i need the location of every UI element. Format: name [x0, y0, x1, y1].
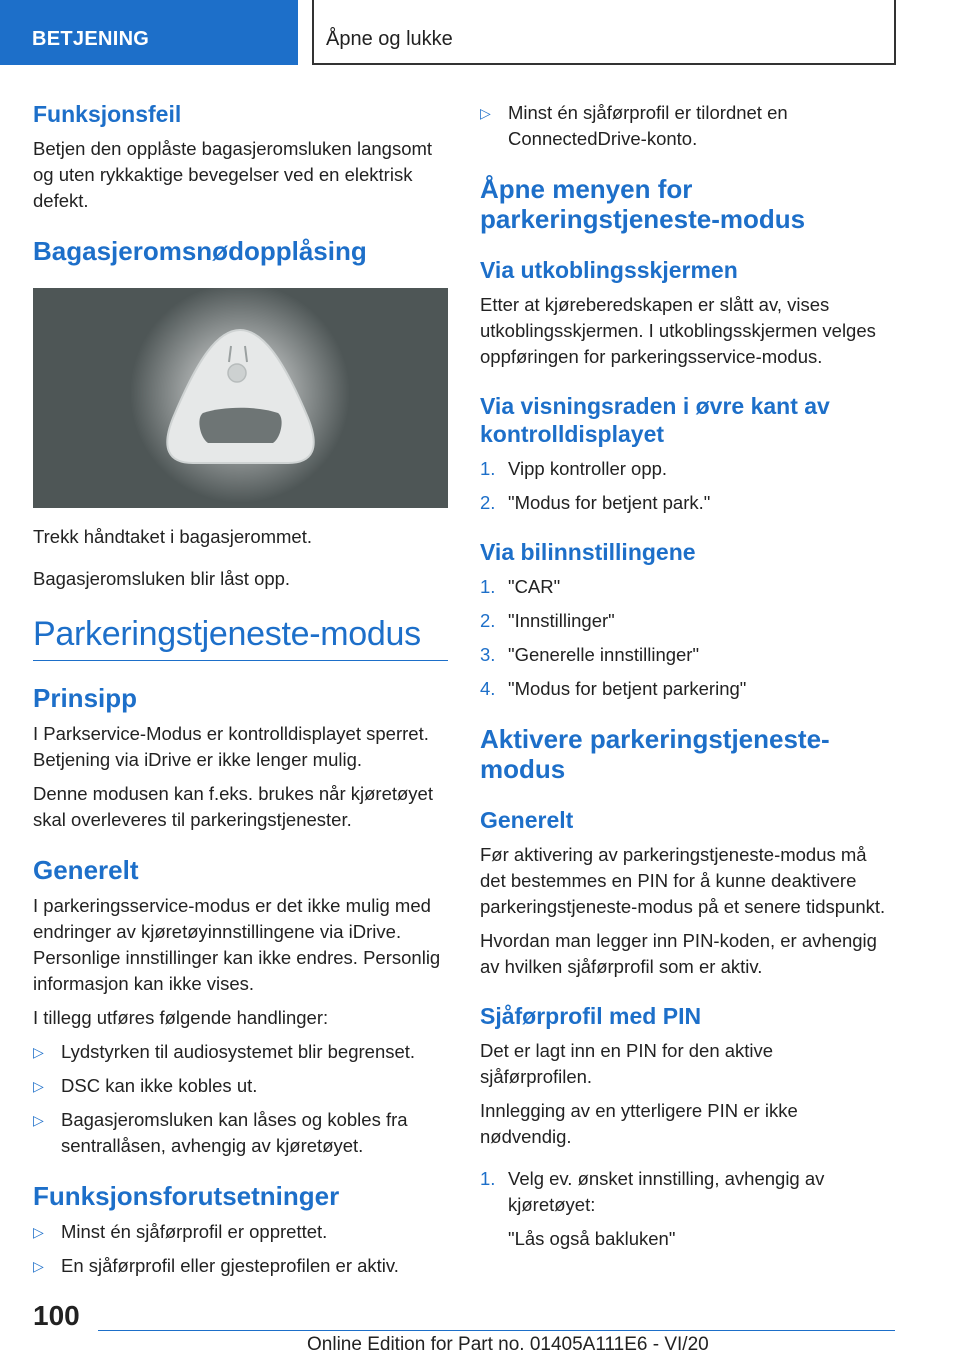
- heading-prinsipp: Prinsipp: [33, 683, 138, 713]
- paragraph-funksjonsfeil: Betjen den opplåste bagasjeromsluken langsomt og uten rykkaktige bevegelser ved en elektrisk defekt.: [33, 138, 433, 211]
- paragraph-generelt-1: I parkeringsservice-modus er det ikke mulig med endringer av kjøretøyinnstillingene via iDrive. Personlige innstillinger kan ikke endres. Personlig informasjon kan ikke vises.: [33, 895, 441, 994]
- heading-nodopplasing: Bagasjeromsnødopplåsing: [33, 236, 367, 266]
- list-item: 1. "CAR": [480, 576, 561, 597]
- header-section-tab: [0, 0, 298, 65]
- triangle-bullet-icon: ▷: [33, 1044, 44, 1060]
- paragraph-generelt-right-2: Hvordan man legger inn PIN-koden, er avhengig av hvilken sjåførprofil som er aktiv.: [480, 930, 877, 977]
- list-item: ▷ Minst én sjåførprofil er tilordnet en ConnectedDrive-konto.: [480, 102, 788, 149]
- trunk-handle-figure: [33, 288, 448, 508]
- trunk-handle-illustration: [33, 288, 448, 508]
- list-item: 2. "Modus for betjent park.": [480, 492, 711, 513]
- list-item: ▷ DSC kan ikke kobles ut.: [33, 1073, 448, 1099]
- heading-funksjonsfeil: Funksjonsfeil: [33, 101, 182, 127]
- list-item: ▷ En sjåførprofil eller gjesteprofilen er aktiv.: [33, 1253, 448, 1279]
- heading-via-utkoblingsskjermen: Via utkoblingsskjermen: [480, 257, 738, 283]
- paragraph-pin-2: Innlegging av en ytterligere PIN er ikke nødvendig.: [480, 1100, 798, 1147]
- paragraph-via-utkobling: Etter at kjøreberedskapen er slått av, vises utkoblingsskjermen. I utkoblingsskjermen velges oppføringen for parkeringsservice-modus.: [480, 294, 876, 367]
- list-item: ▷ Lydstyrken til audiosystemet blir begrenset.: [33, 1039, 448, 1065]
- header-chapter-label: Åpne og lukke: [326, 28, 453, 50]
- list-item: 1. Vipp kontroller opp.: [480, 458, 668, 479]
- right-column: [480, 100, 890, 1252]
- triangle-bullet-icon: ▷: [480, 105, 491, 121]
- heading-via-visningsraden: Via visningsraden i øvre kant av kontrolldisplayet: [480, 393, 830, 447]
- heading-funksjonsforutsetninger: Funksjonsforutsetninger: [33, 1181, 340, 1211]
- triangle-bullet-icon: ▷: [33, 1224, 44, 1240]
- left-column: [33, 100, 448, 1279]
- paragraph-generelt-right-1: Før aktivering av parkeringstjeneste-modus må det bestemmes en PIN for å kunne deaktivere parkeringstjeneste-modus på et senere tidspunkt.: [480, 844, 886, 917]
- triangle-bullet-icon: ▷: [33, 1078, 44, 1094]
- step-sub-option: "Lås også bakluken": [508, 1228, 676, 1249]
- heading-apne-menyen: Åpne menyen for parkeringstjeneste-modus: [480, 174, 806, 234]
- triangle-bullet-icon: ▷: [33, 1112, 44, 1128]
- heading-parkeringstjeneste-modus: Parkeringstjeneste-modus: [33, 615, 421, 653]
- heading-aktivere: Aktivere parkeringstjeneste-modus: [480, 724, 830, 784]
- paragraph-pin-1: Det er lagt inn en PIN for den aktive sjåførprofilen.: [480, 1040, 774, 1087]
- list-item: 1. Velg ev. ønsket innstilling, avhengig av kjøretøyet:: [480, 1168, 825, 1215]
- heading-generelt-left: Generelt: [33, 855, 139, 885]
- paragraph-prinsipp-2: Denne modusen kan f.eks. brukes når kjøretøyet skal overleveres til parkeringstjenester.: [33, 783, 433, 830]
- list-item: 2. "Innstillinger": [480, 610, 615, 631]
- footer-edition: Online Edition for Part no. 01405A111E6 - VI/20: [307, 1334, 709, 1355]
- list-item: 4. "Modus for betjent parkering": [480, 678, 747, 699]
- heading-sjaforprofil-pin: Sjåførprofil med PIN: [480, 1003, 702, 1029]
- figure-caption-1: Trekk håndtaket i bagasjerommet.: [33, 526, 312, 547]
- paragraph-generelt-2: I tillegg utføres følgende handlinger:: [33, 1007, 329, 1028]
- paragraph-prinsipp-1: I Parkservice-Modus er kontrolldisplayet sperret. Betjening via iDrive er ikke lenger mulig.: [33, 723, 429, 770]
- footer-rule: [98, 1330, 895, 1331]
- list-item: ▷ Bagasjeromsluken kan låses og kobles fra sentrallåsen, avhengig av kjøretøyet.: [33, 1109, 408, 1156]
- figure-caption-2: Bagasjeromsluken blir låst opp.: [33, 568, 291, 589]
- heading-generelt-right: Generelt: [480, 807, 574, 833]
- heading-via-bilinnstillingene: Via bilinnstillingene: [480, 539, 696, 565]
- triangle-bullet-icon: ▷: [33, 1258, 44, 1274]
- header-section-label: BETJENING: [32, 28, 150, 50]
- page-number: 100: [33, 1300, 80, 1331]
- header-chapter-tab: [312, 0, 896, 65]
- list-item: 3. "Generelle innstillinger": [480, 644, 700, 665]
- list-item: ▷ Minst én sjåførprofil er opprettet.: [33, 1219, 448, 1245]
